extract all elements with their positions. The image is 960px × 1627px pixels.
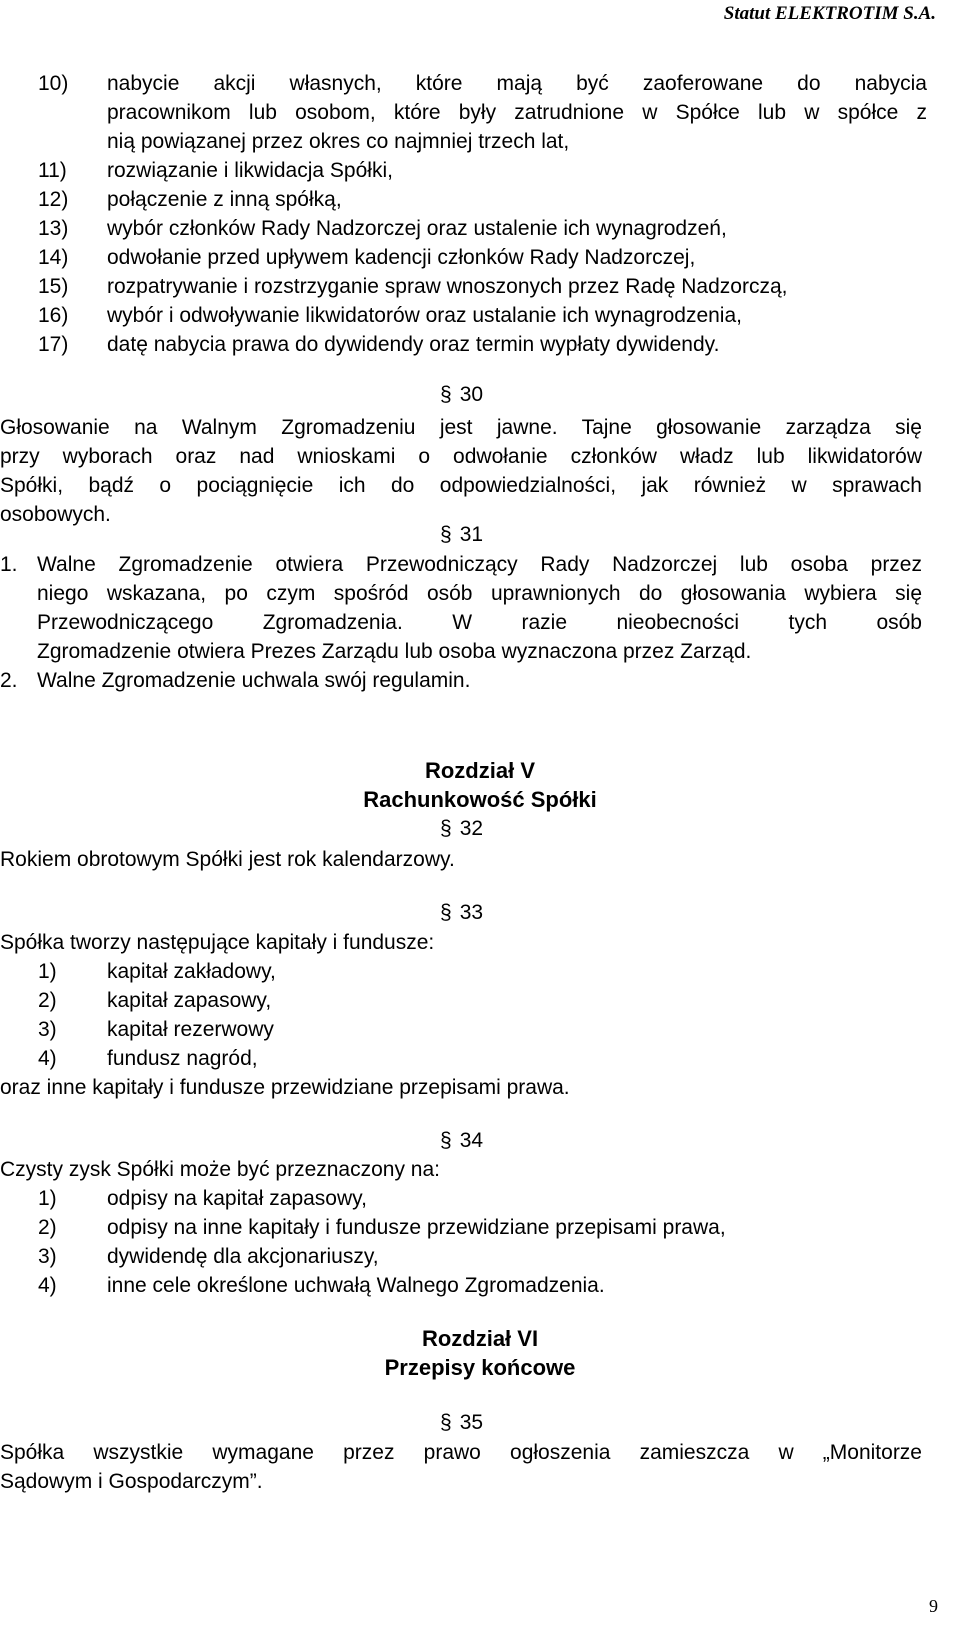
section-number: 33 <box>459 901 484 924</box>
document-header: Statut ELEKTROTIM S.A. <box>723 3 936 24</box>
list-item-number: 11) <box>38 159 67 182</box>
paragraph-line: Walne Zgromadzenie otwiera Przewodniczący Rady Nadzorczej lub osoba przez <box>37 553 922 576</box>
section-heading-33 <box>440 899 483 927</box>
list-item-text: odpisy na inne kapitały i fundusze przewidziane przepisami prawa, <box>107 1216 726 1239</box>
section-number: 32 <box>459 817 484 840</box>
list-item-text: odwołanie przed upływem kadencji członków Rady Nadzorczej, <box>107 246 696 269</box>
paragraph-line: oraz inne kapitały i fundusze przewidziane przepisami prawa. <box>0 1076 570 1099</box>
paragraph-line: Sądowym i Gospodarczym”. <box>0 1470 263 1493</box>
list-item-number: 13) <box>38 217 69 240</box>
list-item-text: nią powiązanej przez okres co najmniej trzech lat, <box>107 130 570 153</box>
page-number: 9 <box>929 1596 938 1616</box>
chapter-subtitle: Rachunkowość Spółki <box>363 787 597 812</box>
list-item-text: nabycie akcji własnych, które mają być zaoferowane do nabycia <box>107 72 927 95</box>
chapter-subtitle: Przepisy końcowe <box>384 1355 576 1380</box>
section-heading-34 <box>440 1127 483 1155</box>
paragraph-line: Spółka tworzy następujące kapitały i fundusze: <box>0 931 435 954</box>
list-item-text: odpisy na kapitał zapasowy, <box>107 1187 367 1210</box>
list-item-text: dywidendę dla akcjonariuszy, <box>107 1245 379 1268</box>
section-mark: § <box>440 901 452 924</box>
section-number: 31 <box>459 523 484 546</box>
list-item-number: 10) <box>38 72 69 95</box>
paragraph-line: przy wyborach oraz nad wnioskami o odwołanie członków władz lub likwidatorów <box>0 445 922 468</box>
list-item-number: 17) <box>38 333 69 356</box>
paragraph-line: Głosowanie na Walnym Zgromadzeniu jest jawne. Tajne głosowanie zarządza się <box>0 416 922 439</box>
section-heading-35 <box>440 1409 483 1437</box>
paragraph-number: 1. <box>0 553 18 576</box>
list-item-text: pracownikom lub osobom, które były zatrudnione w Spółce lub w spółce z <box>107 101 927 124</box>
paragraph-line: Przewodniczącego Zgromadzenia. W razie nieobecności tych osób <box>37 611 922 634</box>
section-mark: § <box>440 1129 452 1152</box>
list-item-text: kapitał zakładowy, <box>107 960 276 983</box>
list-item-number: 2) <box>38 989 57 1012</box>
section-mark: § <box>440 817 452 840</box>
list-item-number: 14) <box>38 246 69 269</box>
section-number: 34 <box>459 1129 484 1152</box>
paragraph-line: niego wskazana, po czym spośród osób uprawnionych do głosowania wybiera się <box>37 582 922 605</box>
list-item-number: 2) <box>38 1216 57 1239</box>
list-item-number: 16) <box>38 304 69 327</box>
section-mark: § <box>440 523 452 546</box>
paragraph-line: Zgromadzenie otwiera Prezes Zarządu lub osoba wyznaczona przez Zarząd. <box>37 640 752 663</box>
list-item-text: połączenie z inną spółką, <box>107 188 342 211</box>
list-item-number: 15) <box>38 275 69 298</box>
list-item-number: 1) <box>38 1187 57 1210</box>
section-number: 30 <box>459 383 484 406</box>
list-item-number: 4) <box>38 1047 57 1070</box>
paragraph-line: Spółka wszystkie wymagane przez prawo ogłoszenia zamieszcza w „Monitorze <box>0 1441 922 1464</box>
list-item-number: 4) <box>38 1274 57 1297</box>
list-item-text: datę nabycia prawa do dywidendy oraz termin wypłaty dywidendy. <box>107 333 720 356</box>
paragraph-line: osobowych. <box>0 503 111 526</box>
paragraph-line: Rokiem obrotowym Spółki jest rok kalendarzowy. <box>0 848 455 871</box>
list-item-text: rozpatrywanie i rozstrzyganie spraw wnoszonych przez Radę Nadzorczą, <box>107 275 788 298</box>
section-heading-32 <box>440 815 483 843</box>
chapter-title: Rozdział VI <box>421 1326 539 1351</box>
list-item-text: inne cele określone uchwałą Walnego Zgromadzenia. <box>107 1274 605 1297</box>
paragraph-line: Walne Zgromadzenie uchwala swój regulamin. <box>37 669 471 692</box>
list-item-text: kapitał rezerwowy <box>107 1018 274 1041</box>
section-mark: § <box>440 383 452 406</box>
list-item-text: rozwiązanie i likwidacja Spółki, <box>107 159 393 182</box>
section-heading-30 <box>440 381 483 409</box>
section-number: 35 <box>459 1411 484 1434</box>
section-heading-31 <box>440 521 483 549</box>
paragraph-line: Spółki, bądź o pociągnięcie ich do odpowiedzialności, jak również w sprawach <box>0 474 922 497</box>
list-item-text: wybór i odwoływanie likwidatorów oraz ustalanie ich wynagrodzenia, <box>107 304 742 327</box>
list-item-text: fundusz nagród, <box>107 1047 258 1070</box>
list-item-text: wybór członków Rady Nadzorczej oraz ustalenie ich wynagrodzeń, <box>107 217 727 240</box>
section-mark: § <box>440 1411 452 1434</box>
paragraph-number: 2. <box>0 669 18 692</box>
list-item-number: 1) <box>38 960 57 983</box>
chapter-title: Rozdział V <box>424 758 535 783</box>
list-item-text: kapitał zapasowy, <box>107 989 272 1012</box>
list-item-number: 3) <box>38 1018 57 1041</box>
list-item-number: 3) <box>38 1245 57 1268</box>
paragraph-line: Czysty zysk Spółki może być przeznaczony na: <box>0 1158 440 1181</box>
list-item-number: 12) <box>38 188 69 211</box>
